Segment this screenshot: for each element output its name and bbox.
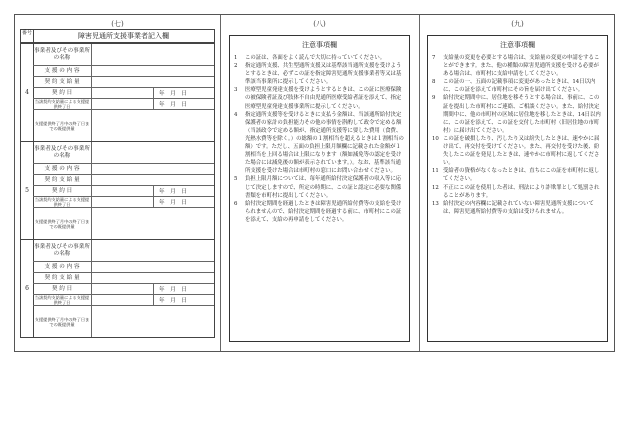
record-row-end-confirm [33,306,214,337]
panel8-note-item [230,200,409,224]
note-text: 給付決定期間を経過したときは障害児通所給付費等の支給を受けられませんので、給付決定期間を経過する前に、市町村にこの証を添えて、支給の再申請をしてください。 [245,200,402,223]
panel9-note-item [428,200,607,216]
record-value-field[interactable] [91,262,214,272]
panel-number-9: (九) [511,20,524,28]
record-value-field[interactable] [91,240,214,261]
record-row-support-content [33,66,214,77]
record-label: 支援提供終了月中の終了日までの既提供量 [33,110,92,141]
note-text: 指定通所支援等を受けるときに支払う金額は、当該通所給付決定保護者の家計の負担能力その他の事情を斟酌して政令で定める額（当該政令で定める額が、指定通所支援等に要した費用（食費、光熱水費等を除く。）の総額の１割相当を超えるときは１割相当の額）です。ただし、五面の負担上限月額欄に記載された金額が１割相当を上回る場合は上限になります（額如減免等の認定を受けた場合には減免後の額が表示されています。）。なお、基準該当通所支援を受けた場合は市町村の窓口にお問い合わせください。 [245,111,404,175]
panel9-note-item [428,184,607,200]
header-number-cell: 番号 [21,30,34,42]
note-text: この証の一、五面の記載事項に変更があったときは、14日以内に、この証を添えて市町村にその旨を届け出てください。 [443,79,596,94]
record-value-field[interactable] [91,306,214,337]
date-cell[interactable] [91,197,154,207]
record-label: 事業者及びその事業所の名称 [33,44,92,65]
record-value-field[interactable] [91,142,214,163]
note-number: 6 [234,200,238,207]
notes-panel-8 [229,35,410,342]
panel-number-8: (八) [313,20,326,28]
note-number: 4 [234,111,238,118]
record-row-contract-amount [33,273,214,284]
panel8-note-item [230,175,409,199]
record-label: 支援提供終了月中の終了日までの既提供量 [33,306,92,337]
record-row-contract-amount [33,77,214,88]
record-row-end-confirm [33,110,214,141]
date-field[interactable]: 年 月 日 [159,298,187,304]
record-label: 契 約 日 [33,88,92,98]
provider-record-group [20,239,215,338]
provider-entry-title: 障害児通所支援事業者記入欄 [78,32,169,40]
date-cell[interactable] [91,284,154,294]
panel8-note-item [230,111,409,176]
date-cell[interactable] [91,88,154,98]
record-index: 5 [21,142,34,239]
provider-record-group [20,141,215,240]
note-text: 給付決定の内容欄に記載されていない障害児通所支援については、障害児通所給付費等の支給は受けられません。 [443,200,594,215]
record-label: 支 援 の 内 容 [33,262,92,272]
note-number: 13 [432,200,439,207]
panel9-note-item [428,78,607,94]
certificate-sheet [14,14,615,352]
panel8-note-item [230,86,409,110]
panel9-note-item [428,94,607,134]
record-label: 支援提供終了月中の終了日までの既提供量 [33,208,92,239]
record-label: 契 約 支 給 量 [33,77,92,87]
record-label: 事業者及びその事業所の名称 [33,240,92,261]
record-label: 支 援 の 内 容 [33,164,92,174]
panel-divider [220,15,221,351]
date-cell[interactable] [91,99,154,109]
record-row-contract-end [33,197,214,208]
panel9-note-item [428,167,607,183]
date-field[interactable]: 年 月 日 [159,200,187,206]
record-value-field[interactable] [91,273,214,283]
note-text: 不正にこの証を使用した者は、刑法により詐欺罪として処罰されることがあります。 [443,184,600,199]
provider-entry-panel [20,29,215,342]
note-number: 2 [234,63,238,70]
note-text: 指定通所支援、共生型通所支援又は基準該当通所支援を受けようとするときは、必ずこの証を指定障害児通所支援事業者等又は基準該当事業所に提示してください。 [245,63,402,86]
note-text: 負担上限月額については、毎年通所給付決定保護者の収入等に応じて決定しますので、所定の時期に、この証と認定に必要な関係書類を市町村に提出してください。 [245,176,402,199]
note-number: 8 [432,79,436,86]
record-row-contract-date [33,88,214,99]
record-label: 当該契約支給量による支援提供終了日 [33,295,92,305]
note-number: 1 [234,55,238,61]
record-value-field[interactable] [91,208,214,239]
record-value-field[interactable] [91,66,214,76]
date-field[interactable]: 年 月 日 [159,189,187,195]
record-label: 当該契約支給量による支援提供終了日 [33,99,92,109]
record-row-business-name [33,240,214,262]
record-label: 契 約 支 給 量 [33,175,92,185]
record-row-business-name [33,142,214,164]
note-text: 受給者の資格がなくなったときは、直ちにこの証を市町村に返してください。 [443,168,600,183]
note-number: 9 [432,95,436,102]
panel8-note-item [230,62,409,86]
panel8-note-item [230,54,409,62]
notes-panel-9 [427,35,608,342]
record-label: 契 約 支 給 量 [33,273,92,283]
date-cell[interactable] [91,186,154,196]
record-value-field[interactable] [91,164,214,174]
record-row-contract-date [33,186,214,197]
provider-entry-header [20,29,215,43]
note-number: 7 [432,55,436,61]
note-text: この証を破損したり、汚したり又は紛失したときは、速やかに届け出て、再交付を受けてください。また、再交付を受けた後、紛失したこの証を発見したときは、速やかに市町村に返してください。 [443,135,600,167]
panel-divider [419,15,420,351]
record-label: 契 約 日 [33,186,92,196]
note-text: この証は、各面をよく読んで大切に持っていてください。 [245,55,386,61]
record-row-contract-date [33,284,214,295]
record-value-field[interactable] [91,44,214,65]
panel9-note-item [428,54,607,78]
record-value-field[interactable] [91,175,214,185]
note-number: 12 [432,184,439,191]
record-value-field[interactable] [91,77,214,87]
record-label: 契 約 日 [33,284,92,294]
note-text: 支給量の変更を必要とする場合は、支給量の変更の申請をすることができます。また、他の種類の障害児通所支援を受ける必要がある場合は、市町村に支給申請をしてください。 [443,55,600,78]
record-row-contract-amount [33,175,214,186]
note-number: 5 [234,176,238,183]
record-row-contract-end [33,99,214,110]
notes-title-9: 注意事項欄 [500,41,535,49]
date-cell[interactable] [91,295,154,305]
note-text: 医療型児童発達支援を受けようとするときは、この証に医療保険の被保険者証及び肢体不自由児通所医療受給者証を添えて、指定医療型児童発達支援事業所に提示してください。 [245,87,402,110]
record-label: 事業者及びその事業所の名称 [33,142,92,163]
record-row-end-confirm [33,208,214,239]
record-label: 支 援 の 内 容 [33,66,92,76]
record-index: 6 [21,240,34,337]
panel9-note-item [428,135,607,167]
record-row-contract-end [33,295,214,306]
date-field[interactable]: 年 月 日 [159,102,187,108]
note-number: 10 [432,135,439,142]
provider-record-group [20,43,215,142]
record-value-field[interactable] [91,110,214,141]
record-label: 当該契約支給量による支援提供終了日 [33,197,92,207]
note-text: 給付決定期間中に、居住地を移そうとする場合は、事前に、この証を提出した市町村にご連絡、ご相談ください。また、給付決定期間中に、他の市町村の区域に居住地を移したときは、14日以内に、この証を添えて、この証を交付した市町村（旧居住地の市町村）に届け出てください。 [443,95,601,134]
record-row-support-content [33,262,214,273]
note-number: 11 [432,168,439,175]
notes-title-8: 注意事項欄 [302,41,337,49]
panel-number-7: (七) [111,20,124,28]
date-field[interactable]: 年 月 日 [159,287,187,293]
record-index: 4 [21,44,34,141]
record-row-business-name [33,44,214,66]
record-row-support-content [33,164,214,175]
date-field[interactable]: 年 月 日 [159,91,187,97]
note-number: 3 [234,87,238,94]
